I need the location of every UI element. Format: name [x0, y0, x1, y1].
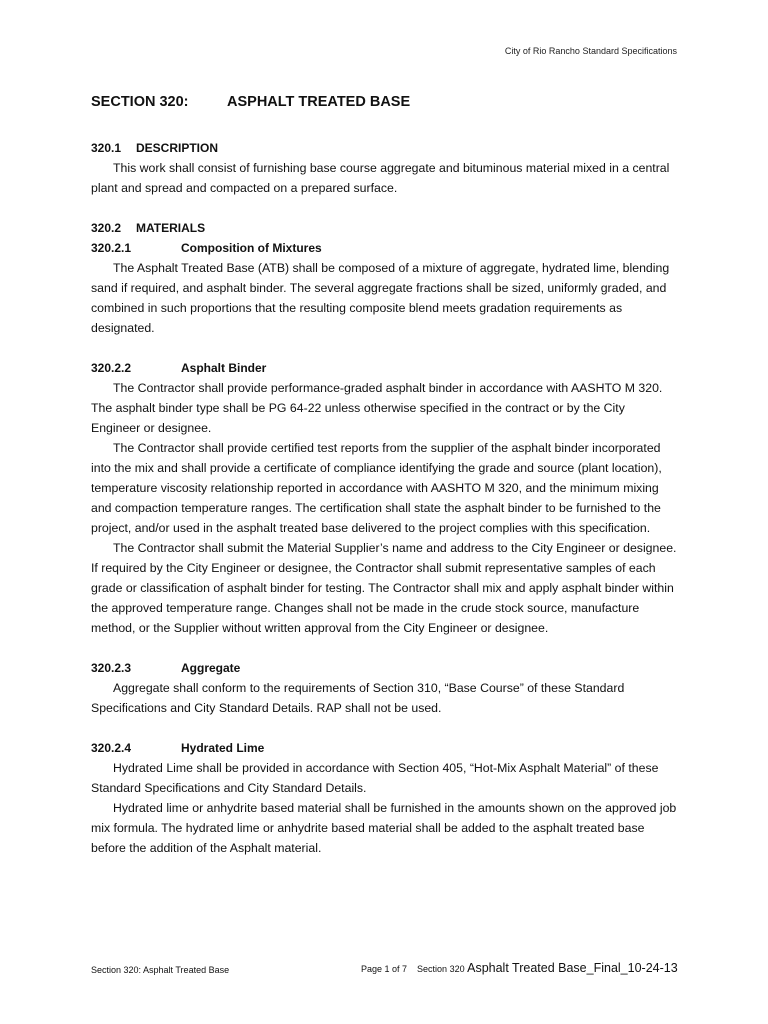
heading-number: 320.2 [91, 221, 122, 235]
section-name: ASPHALT TREATED BASE [227, 94, 411, 110]
document-body [91, 138, 677, 858]
running-header: City of Rio Rancho Standard Specifications [504, 46, 677, 56]
heading-number: 320.2.1 [91, 241, 132, 255]
heading-title: Composition of Mixtures [181, 241, 322, 255]
heading-320-2-4 [91, 738, 677, 758]
paragraph: Hydrated lime or anhydrite based material shall be furnished in the amounts shown on the approved job mix formula. The hydrated lime or anhydrite based material shall be added to the asphalt treated base before the addition of the Asphalt material. [91, 801, 677, 855]
paragraph: Hydrated Lime shall be provided in accordance with Section 405, “Hot-Mix Asphalt Material” of these Standard Specifications and City Standard Details. [91, 761, 659, 795]
heading-title: DESCRIPTION [136, 141, 219, 155]
section-title [91, 94, 410, 110]
paragraph: The Contractor shall submit the Material Supplier’s name and address to the City Engineer or designee. If required by the City Engineer or designee, the Contractor shall submit representative samples of each grade or classification of asphalt binder for testing. The Contractor shall mix and apply asphalt binder within the approved temperature range. Changes shall not be made in the crude stock source, manufacture method, or the Supplier without written approval from the City Engineer or designee. [91, 541, 677, 635]
heading-320-2-2 [91, 358, 677, 378]
heading-number: 320.2.2 [91, 361, 132, 375]
heading-number: 320.1 [91, 141, 122, 155]
footer-file-prefix: Section 320 [417, 964, 465, 974]
footer-file-name: Asphalt Treated Base_Final_10-24-13 [467, 961, 678, 975]
heading-title: Hydrated Lime [181, 741, 265, 755]
heading-number: 320.2.3 [91, 661, 132, 675]
heading-title: MATERIALS [136, 221, 206, 235]
heading-320-2-1 [91, 238, 677, 258]
heading-title: Asphalt Binder [181, 361, 267, 375]
paragraph: The Contractor shall provide certified test reports from the supplier of the asphalt binder incorporated into the mix and shall provide a certificate of compliance identifying the grade and source (plant location), temperature viscosity relationship reported in accordance with AASHTO M 320, and the minimum mixing and compaction temperature ranges. The certification shall state the asphalt binder to be furnished to the project, and/or used in the asphalt treated base delivered to the project complies with this specification. [91, 441, 662, 535]
heading-number: 320.2.4 [91, 741, 132, 755]
footer-page-info [361, 961, 678, 975]
heading-320-1 [91, 138, 677, 158]
paragraph: Aggregate shall conform to the requirements of Section 310, “Base Course” of these Standard Specifications and City Standard Details. RAP shall not be used. [91, 681, 625, 715]
footer-section-name: Section 320: Asphalt Treated Base [91, 965, 230, 975]
paragraph: This work shall consist of furnishing base course aggregate and bituminous material mixed in a central plant and spread and compacted on a prepared surface. [91, 161, 670, 195]
heading-320-2-3 [91, 658, 677, 678]
paragraph: The Contractor shall provide performance-graded asphalt binder in accordance with AASHTO M 320. The asphalt binder type shall be PG 64-22 unless otherwise specified in the contract or by the City Engineer or designee. [91, 381, 663, 435]
heading-title: Aggregate [181, 661, 241, 675]
page-number: Page 1 of 7 [361, 964, 408, 974]
section-number: SECTION 320: [91, 94, 189, 110]
heading-320-2 [91, 218, 677, 238]
paragraph: The Asphalt Treated Base (ATB) shall be composed of a mixture of aggregate, hydrated lime, blending sand if required, and asphalt binder. The several aggregate fractions shall be sized, uniformly graded, and combined in such proportions that the resulting composite blend meets gradation requirements as designated. [91, 261, 670, 335]
